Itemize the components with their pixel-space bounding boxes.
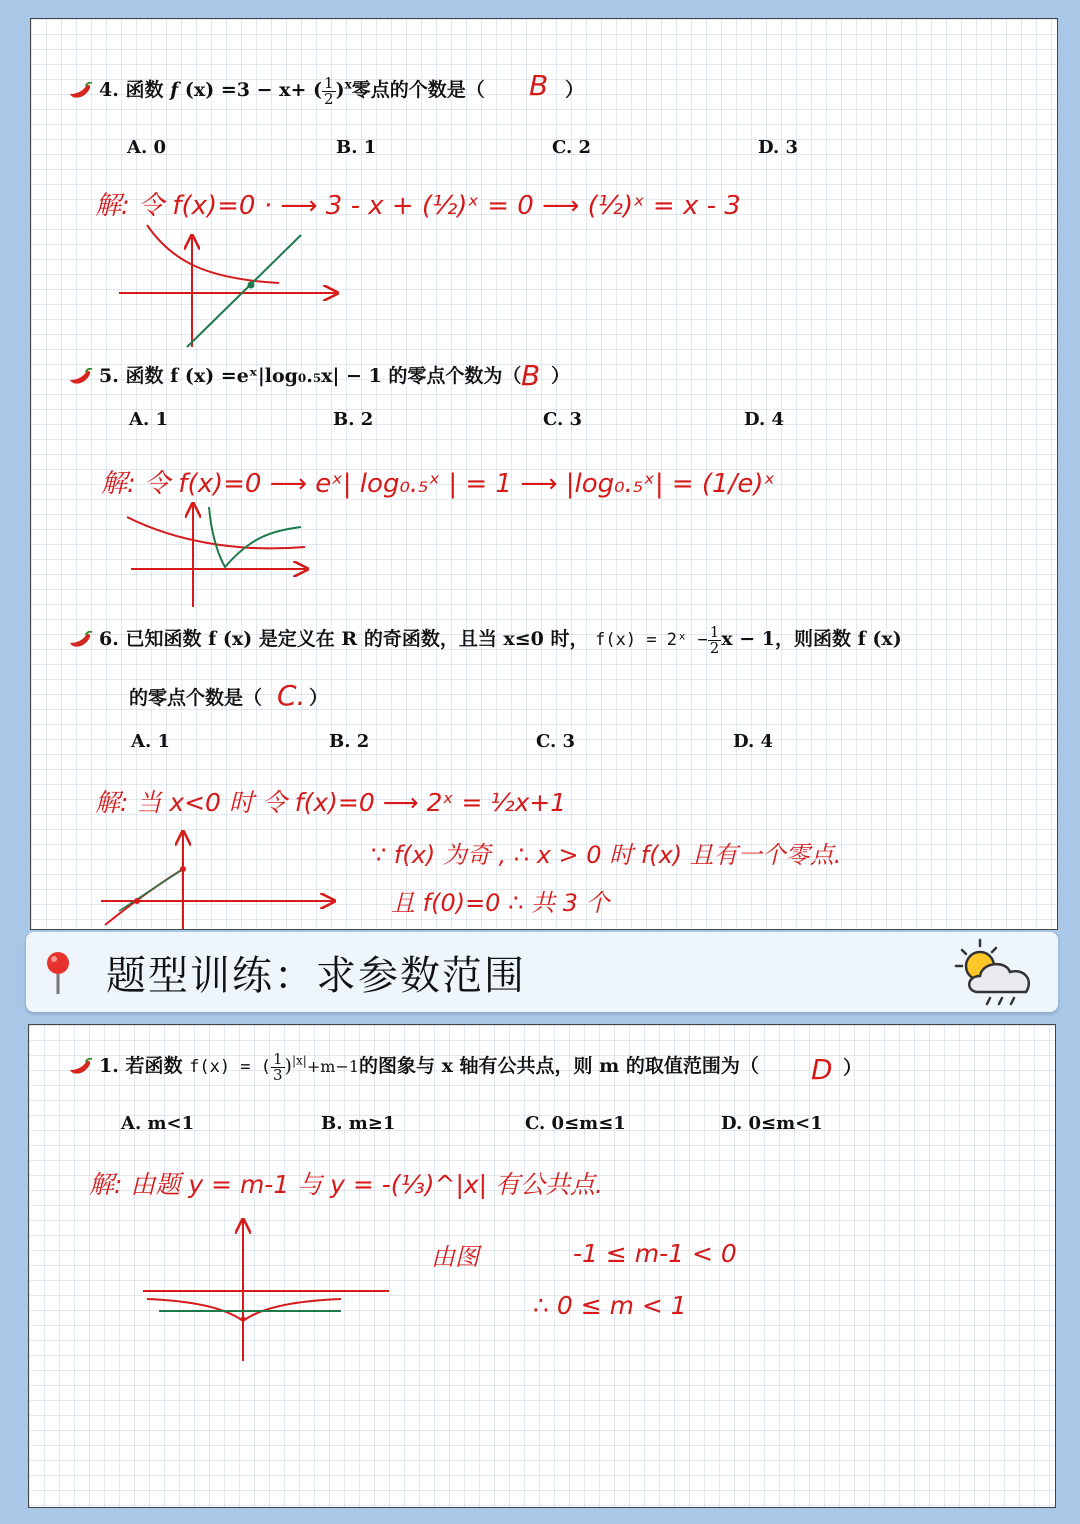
q4-f: f [170,79,179,101]
worksheet-page-2 [28,1024,1056,1508]
q4-close: ） [565,79,585,101]
q4-number: 4. [99,79,119,101]
worksheet-page-1 [30,18,1058,930]
p1-stem-c: ) [284,1055,292,1077]
q5-option-c: C. 3 [543,409,583,430]
q6-stem-c: x − 1，则函数 f (x) [721,628,902,650]
q4-option-b: B. 1 [336,137,377,158]
q6-option-b: B. 2 [329,731,370,752]
q4-stem-d: 零点的个数是（ [351,79,485,101]
question-6 [67,624,902,656]
q4-fraction [322,73,336,108]
q5-option-a: A. 1 [129,409,169,430]
p1-option-d: D. 0≤m<1 [721,1113,823,1134]
q6-fraction [708,622,722,657]
p1-handwritten-result: ∴ 0 ≤ m < 1 [533,1291,687,1320]
q5-stem: 函数 f (x) =eˣ|log₀.₅x| − 1 的零点个数为（ [125,365,522,387]
q6-sketch-graph [97,827,347,930]
chili-icon [67,368,93,386]
q4-stem-c: ) [335,79,345,101]
p1-handwritten-line1: 解: 由题 y = m-1 与 y = -(⅓)^|x| 有公共点. [89,1170,604,1199]
p1-fraction [271,1049,285,1084]
p1-stem-a: 若函数 [125,1055,183,1077]
sun-cloud-rain-icon [952,936,1046,1010]
q6-frac-numerator: 1 [709,622,720,641]
chili-icon [67,1058,93,1076]
p1-frac-numerator: 1 [273,1049,283,1068]
p1-number: 1. [99,1055,119,1077]
q6-handwritten-line3: 且 f(0)=0 ∴ 共 3 个 [391,889,610,917]
q5-handwritten-solution: 解: 令 f(x)=0 ⟶ eˣ| log₀.₅ˣ | = 1 ⟶ |log₀.₅ˣ| = (1/e)ˣ [101,469,776,499]
p1-sketch-graph [137,1211,399,1363]
q6-frac-denominator: 2 [709,638,720,657]
q4-x: (x) [184,79,215,101]
section-banner [26,932,1058,1012]
q4-option-a: A. 0 [127,137,167,158]
q6-answer: C. [277,679,306,712]
p1-frac-denominator: 3 [273,1065,283,1084]
p1-stem-e: 的图象与 x 轴有公共点，则 m 的取值范围为（ [359,1055,759,1077]
q6-handwritten-line1: 解: 当 x<0 时 令 f(x)=0 ⟶ 2ˣ = ½x+1 [95,788,567,817]
p1-answer: D [811,1053,833,1086]
q6-stem-a: 已知函数 f (x) 是定义在 R 的奇函数，且当 x≤0 时， [125,628,589,650]
q6-stem-b: f(x) = 2ˣ − [595,630,708,650]
q4-sketch-graph [111,219,381,354]
q4-handwritten-solution: 解: 令 f(x)=0 · ⟶ 3 - x + (½)ˣ = 0 ⟶ (½)ˣ = x - 3 [95,191,741,221]
p1-handwritten-inequality: -1 ≤ m-1 < 0 [573,1239,737,1268]
q4-option-c: C. 2 [552,137,592,158]
q4-stem-b: =3 − x+ ( [220,79,323,101]
location-pin-icon [42,950,74,996]
practice-question-1 [67,1051,759,1083]
p1-stem-b: f(x) = ( [189,1057,271,1077]
q5-number: 5. [99,365,119,387]
q5-close: ） [551,365,571,387]
chili-icon [67,631,93,649]
p1-option-b: B. m≥1 [321,1113,396,1134]
q6-stem-line2: 的零点个数是（ [129,687,263,709]
q5-option-b: B. 2 [333,409,374,430]
p1-close: ） [843,1057,863,1079]
question-5 [67,361,521,388]
chili-icon [67,82,93,100]
q6-close: ） [309,687,329,709]
q4-frac-numerator: 1 [324,73,334,92]
p1-stem-d: +m−1 [306,1057,359,1076]
p1-option-c: C. 0≤m≤1 [525,1113,626,1134]
q4-answer: B [529,69,549,102]
q5-sketch-graph [121,491,351,611]
section-title: 题型训练：求参数范围 [106,953,526,999]
question-4 [67,75,485,107]
q6-handwritten-line2: ∵ f(x) 为奇 , ∴ x > 0 时 f(x) 且有一个零点. [371,841,842,869]
q4-frac-denominator: 2 [324,89,334,108]
q5-option-d: D. 4 [744,409,785,430]
q4-exponent: x [344,77,352,92]
q6-option-c: C. 3 [536,731,576,752]
q5-answer: B [521,359,541,392]
p1-exponent: |x| [291,1053,307,1068]
p1-handwritten-by-graph: 由图 [431,1243,479,1271]
q4-option-d: D. 3 [758,137,799,158]
q6-number: 6. [99,628,119,650]
q4-stem-a: 函数 [125,79,164,101]
q6-option-d: D. 4 [733,731,774,752]
p1-option-a: A. m<1 [121,1113,195,1134]
q6-option-a: A. 1 [131,731,171,752]
